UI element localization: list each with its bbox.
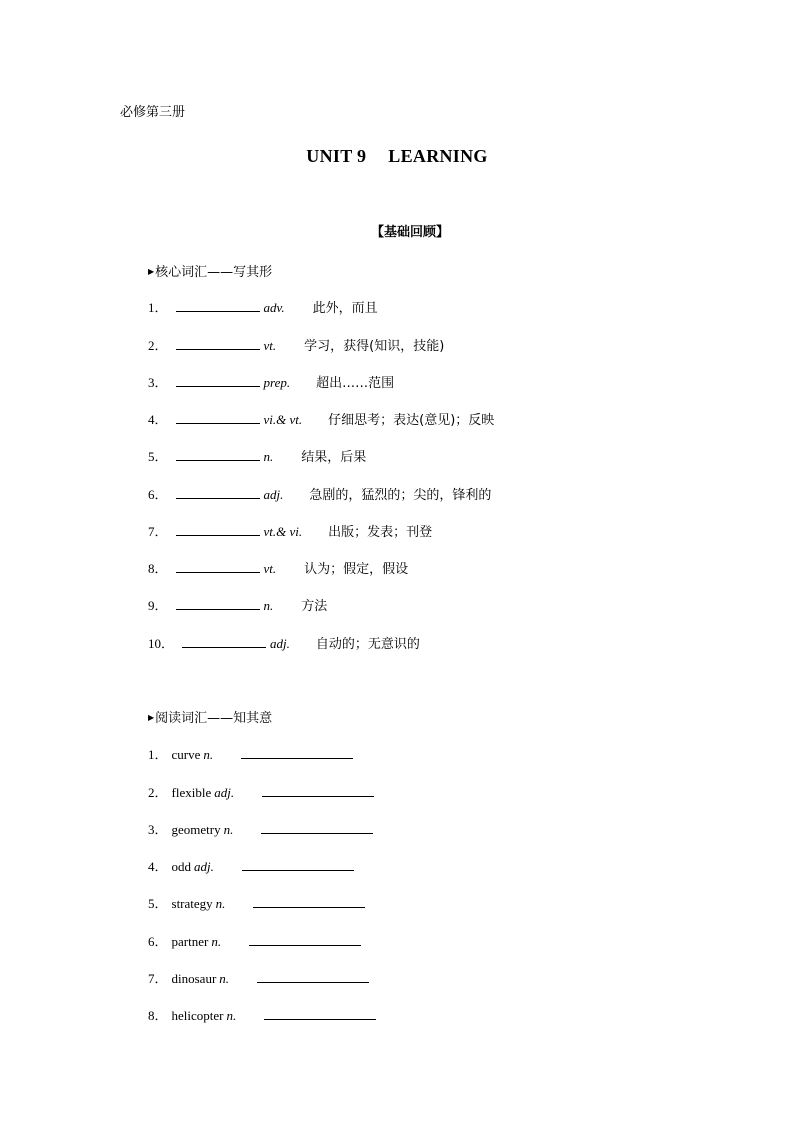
book-label: 必修第三册 <box>120 105 186 120</box>
answer-blank[interactable] <box>176 373 260 387</box>
answer-blank[interactable] <box>253 894 365 908</box>
answer-blank[interactable] <box>241 745 353 759</box>
vocab-word: odd <box>171 859 192 874</box>
vocab-word: strategy <box>171 896 213 911</box>
answer-blank[interactable] <box>176 596 260 610</box>
part-of-speech: adv. <box>263 300 285 315</box>
item-number: 3． <box>148 375 168 390</box>
core-item <box>148 558 408 576</box>
item-number: 6． <box>148 934 168 949</box>
core-item <box>148 335 444 353</box>
core-vocab-heading <box>148 261 272 280</box>
answer-blank[interactable] <box>264 1006 376 1020</box>
meaning: 仔细思考；表达(意见)；反映 <box>328 413 495 428</box>
meaning: 结果，后果 <box>301 450 367 465</box>
vocab-word: flexible <box>171 785 212 800</box>
triangle-bullet-icon: ▶ <box>148 267 155 276</box>
core-vocab-heading-text: 核心词汇——写其形 <box>155 265 273 280</box>
core-item <box>148 409 494 427</box>
part-of-speech: vi.& vt. <box>263 412 303 427</box>
item-number: 8． <box>148 561 168 576</box>
reading-item <box>148 782 374 800</box>
part-of-speech: vt. <box>263 338 277 353</box>
unit-name: LEARNING <box>388 146 488 166</box>
part-of-speech: adj. <box>263 487 284 502</box>
item-number: 2． <box>148 785 168 800</box>
answer-blank[interactable] <box>262 783 374 797</box>
answer-blank[interactable] <box>176 410 260 424</box>
part-of-speech: prep. <box>263 375 291 390</box>
answer-blank[interactable] <box>176 522 260 536</box>
unit-number: UNIT 9 <box>306 146 367 166</box>
item-number: 8． <box>148 1008 168 1023</box>
item-number: 7． <box>148 524 168 539</box>
part-of-speech: n. <box>263 598 274 613</box>
item-number: 5． <box>148 896 168 911</box>
meaning: 方法 <box>301 599 328 614</box>
vocab-word: dinosaur <box>171 971 217 986</box>
meaning: 学习，获得(知识，技能) <box>304 339 445 354</box>
section-subtitle: 【基础回顾】 <box>370 225 449 240</box>
core-item <box>148 372 394 390</box>
reading-item <box>148 968 369 986</box>
core-item <box>148 633 420 651</box>
reading-item <box>148 819 373 837</box>
reading-item <box>148 856 354 874</box>
reading-item <box>148 893 365 911</box>
item-number: 6． <box>148 487 168 502</box>
unit-title <box>0 146 794 167</box>
answer-blank[interactable] <box>257 969 369 983</box>
meaning: 自动的；无意识的 <box>315 637 420 652</box>
vocab-word: helicopter <box>171 1008 224 1023</box>
item-number: 7． <box>148 971 168 986</box>
reading-vocab-heading-text: 阅读词汇——知其意 <box>155 711 273 726</box>
answer-blank[interactable] <box>182 634 266 648</box>
part-of-speech: n. <box>203 747 214 762</box>
vocab-word: geometry <box>171 822 221 837</box>
part-of-speech: adj. <box>194 859 214 874</box>
reading-item <box>148 744 353 762</box>
core-item <box>148 484 491 502</box>
reading-vocab-heading <box>148 707 272 726</box>
meaning: 超出……范围 <box>316 376 395 391</box>
part-of-speech: vt.& vi. <box>263 524 303 539</box>
reading-item <box>148 931 361 949</box>
part-of-speech: n. <box>211 934 222 949</box>
answer-blank[interactable] <box>242 857 354 871</box>
item-number: 1． <box>148 747 168 762</box>
answer-blank[interactable] <box>176 336 260 350</box>
answer-blank[interactable] <box>249 932 361 946</box>
answer-blank[interactable] <box>176 298 260 312</box>
item-number: 10． <box>148 636 175 651</box>
part-of-speech: n. <box>215 896 226 911</box>
core-item <box>148 297 378 315</box>
part-of-speech: n. <box>223 822 234 837</box>
item-number: 2． <box>148 338 168 353</box>
reading-item <box>148 1005 376 1023</box>
vocab-word: curve <box>171 747 201 762</box>
part-of-speech: adj. <box>270 636 290 651</box>
meaning: 此外，而且 <box>312 301 378 316</box>
meaning: 出版；发表；刊登 <box>328 525 433 540</box>
item-number: 9． <box>148 598 168 613</box>
part-of-speech: n. <box>219 971 230 986</box>
vocab-word: partner <box>171 934 209 949</box>
item-number: 1． <box>148 300 168 315</box>
item-number: 3． <box>148 822 168 837</box>
answer-blank[interactable] <box>176 485 260 499</box>
core-item <box>148 446 366 464</box>
core-item <box>148 595 327 613</box>
core-item <box>148 521 432 539</box>
part-of-speech: vt. <box>263 561 277 576</box>
answer-blank[interactable] <box>176 559 260 573</box>
part-of-speech: adj. <box>214 785 235 800</box>
meaning: 认为；假定，假设 <box>304 562 409 577</box>
part-of-speech: n. <box>263 449 274 464</box>
item-number: 5． <box>148 449 168 464</box>
item-number: 4． <box>148 859 168 874</box>
meaning: 急剧的，猛烈的；尖的，锋利的 <box>309 488 492 503</box>
answer-blank[interactable] <box>176 447 260 461</box>
triangle-bullet-icon: ▶ <box>148 713 155 722</box>
part-of-speech: n. <box>226 1008 237 1023</box>
item-number: 4． <box>148 412 168 427</box>
answer-blank[interactable] <box>261 820 373 834</box>
